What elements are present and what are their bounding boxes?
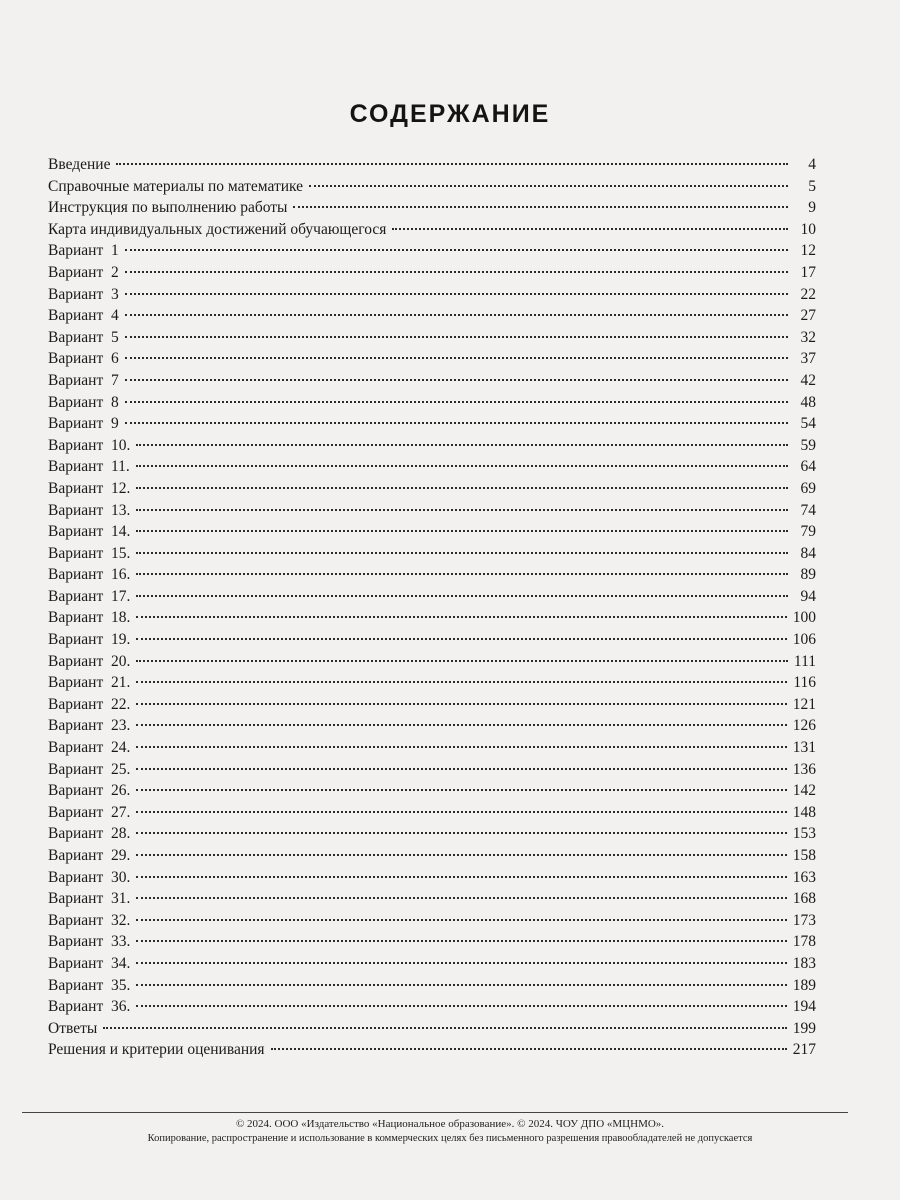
toc-entry [48, 545, 816, 567]
toc-entry [48, 1020, 816, 1042]
toc-entry-label: Вариант 10. [48, 436, 131, 454]
toc-entry-page: 111 [793, 652, 816, 670]
toc-entry-page: 199 [792, 1019, 816, 1037]
toc-entry-label: Введение [48, 156, 111, 173]
toc-entry-label: Ответы [48, 1019, 98, 1037]
toc-entry-label: Вариант 17. [48, 587, 131, 605]
toc-entry-page: 163 [792, 868, 816, 886]
toc-entry-page: 9 [808, 199, 816, 217]
toc-entry-label: Вариант 9 [48, 415, 119, 433]
toc-dot-leader [136, 811, 786, 813]
toc-dot-leader [136, 465, 788, 467]
toc-entry-page: 5 [808, 177, 816, 195]
toc-dot-leader [125, 357, 788, 359]
toc-entry-page: 131 [792, 739, 816, 757]
toc-entry-page: 217 [792, 1041, 816, 1059]
toc-dot-leader [136, 444, 788, 446]
toc-dot-leader [309, 185, 788, 187]
toc-dot-leader [125, 336, 788, 338]
toc-dot-leader [136, 660, 788, 662]
toc-entry-label: Вариант 12. [48, 479, 131, 497]
toc-entry-label: Вариант 35. [48, 976, 131, 994]
toc-entry-page: 48 [800, 393, 816, 411]
toc-entry [48, 869, 816, 891]
toc-entry [48, 717, 816, 739]
toc-entry-label: Вариант 32. [48, 911, 131, 929]
toc-dot-leader [136, 789, 786, 791]
toc-entry-page: 94 [800, 587, 816, 605]
toc-entry-label: Вариант 4 [48, 307, 119, 325]
toc-entry-label: Вариант 20. [48, 652, 131, 670]
toc-entry-label: Вариант 1 [48, 242, 119, 260]
toc-dot-leader [136, 940, 786, 942]
toc-entry-page: 74 [800, 501, 816, 519]
toc-dot-leader [125, 379, 788, 381]
toc-dot-leader [136, 724, 786, 726]
toc-entry-page: 4 [808, 156, 816, 173]
toc-entry-page: 189 [792, 976, 816, 994]
toc-entry [48, 566, 816, 588]
toc-entry-page: 42 [800, 371, 816, 389]
toc-dot-leader [136, 703, 786, 705]
toc-entry-page: 106 [792, 631, 816, 649]
toc-entry-page: 10 [800, 220, 816, 238]
toc-entry-label: Карта индивидуальных достижений обучающегося [48, 220, 387, 238]
toc-entry-label: Вариант 19. [48, 631, 131, 649]
footer-divider [22, 1112, 848, 1113]
toc-dot-leader [103, 1027, 786, 1029]
toc-entry [48, 847, 816, 869]
toc-entry [48, 480, 816, 502]
toc-dot-leader [136, 984, 786, 986]
toc-entry-page: 173 [792, 911, 816, 929]
toc-entry [48, 782, 816, 804]
toc-entry-label: Вариант 16. [48, 566, 131, 584]
toc-entry-page: 64 [800, 458, 816, 476]
toc-entry [48, 458, 816, 480]
toc-dot-leader [136, 768, 786, 770]
toc-entry [48, 739, 816, 761]
toc-entry-page: 32 [800, 328, 816, 346]
toc-entry [48, 307, 816, 329]
toc-entry-label: Вариант 33. [48, 933, 131, 951]
toc-entry [48, 178, 816, 200]
toc-entry-page: 153 [792, 825, 816, 843]
toc-entry [48, 199, 816, 221]
toc-entry-page: 59 [800, 436, 816, 454]
toc-dot-leader [136, 962, 786, 964]
toc-entry [48, 1041, 816, 1063]
toc-dot-leader [136, 746, 786, 748]
toc-dot-leader [136, 919, 786, 921]
toc-entry [48, 372, 816, 394]
toc-entry-label: Вариант 14. [48, 523, 131, 541]
toc-entry [48, 329, 816, 351]
toc-entry [48, 523, 816, 545]
toc-dot-leader [125, 422, 788, 424]
toc-dot-leader [125, 293, 788, 295]
toc-entry-label: Инструкция по выполнению работы [48, 199, 288, 217]
toc-dot-leader [136, 487, 788, 489]
toc-entry-label: Вариант 36. [48, 998, 131, 1016]
toc-entry-label: Вариант 31. [48, 890, 131, 908]
toc-entry-page: 22 [800, 285, 816, 303]
toc-dot-leader [136, 509, 788, 511]
toc-entry-label: Вариант 15. [48, 544, 131, 562]
toc-entry-label: Вариант 8 [48, 393, 119, 411]
toc-entry-page: 183 [792, 954, 816, 972]
footer-notice: Копирование, распространение и использование в коммерческих целях без письменного разрешения правообладателей не допускается [147, 1133, 753, 1144]
toc-dot-leader [125, 314, 788, 316]
toc-entry-label: Вариант 27. [48, 803, 131, 821]
toc-entry-label: Вариант 13. [48, 501, 131, 519]
toc-entry [48, 761, 816, 783]
toc-entry [48, 609, 816, 631]
toc-entry [48, 221, 816, 243]
toc-entry [48, 415, 816, 437]
toc-entry [48, 437, 816, 459]
toc-entry [48, 696, 816, 718]
toc-dot-leader [136, 616, 786, 618]
toc-entry [48, 955, 816, 977]
toc-dot-leader [116, 163, 788, 165]
toc-entry-page: 84 [800, 544, 816, 562]
toc-entry [48, 286, 816, 308]
toc-entry [48, 350, 816, 372]
toc-dot-leader [125, 271, 788, 273]
toc-entry [48, 912, 816, 934]
toc-entry-page: 158 [792, 847, 816, 864]
toc-entry [48, 588, 816, 610]
toc-entry-page: 89 [800, 566, 816, 584]
toc-entry [48, 631, 816, 653]
toc-entry-page: 178 [792, 933, 816, 951]
toc-entry-label: Вариант 22. [48, 695, 131, 713]
table-of-contents [48, 156, 816, 1063]
toc-dot-leader [125, 249, 788, 251]
toc-entry-label: Вариант 29. [48, 847, 131, 864]
toc-entry-label: Вариант 34. [48, 954, 131, 972]
toc-dot-leader [136, 876, 786, 878]
toc-entry-label: Вариант 26. [48, 782, 131, 800]
toc-entry-page: 142 [792, 782, 816, 800]
toc-entry-page: 17 [800, 263, 816, 281]
toc-dot-leader [136, 530, 788, 532]
toc-entry-label: Справочные материалы по математике [48, 177, 304, 195]
toc-entry [48, 264, 816, 286]
toc-entry-page: 37 [800, 350, 816, 368]
toc-entry-page: 148 [792, 803, 816, 821]
toc-entry-label: Вариант 25. [48, 760, 131, 778]
toc-entry-label: Вариант 7 [48, 371, 119, 389]
toc-entry-label: Вариант 24. [48, 739, 131, 757]
toc-entry [48, 890, 816, 912]
toc-entry-page: 136 [792, 760, 816, 778]
toc-entry [48, 242, 816, 264]
toc-entry-page: 126 [792, 717, 816, 735]
toc-entry [48, 394, 816, 416]
page-title: СОДЕРЖАНИЕ [349, 100, 551, 128]
toc-dot-leader [136, 832, 786, 834]
toc-dot-leader [136, 595, 788, 597]
toc-entry-page: 194 [792, 998, 816, 1016]
toc-dot-leader [392, 228, 788, 230]
toc-entry-label: Вариант 28. [48, 825, 131, 843]
toc-entry [48, 977, 816, 999]
toc-entry-page: 79 [800, 523, 816, 541]
toc-entry [48, 804, 816, 826]
toc-dot-leader [136, 1005, 786, 1007]
toc-entry-page: 116 [793, 674, 816, 692]
toc-entry-page: 69 [800, 479, 816, 497]
toc-entry-page: 54 [800, 415, 816, 433]
toc-dot-leader [271, 1048, 787, 1050]
footer-copyright: © 2024. ООО «Издательство «Национальное образование». © 2024. ЧОУ ДПО «МЦНМО». [235, 1118, 665, 1130]
toc-dot-leader [136, 897, 786, 899]
toc-entry [48, 933, 816, 955]
toc-entry-page: 121 [792, 695, 816, 713]
toc-dot-leader [136, 681, 787, 683]
toc-entry-label: Вариант 5 [48, 328, 119, 346]
toc-entry-label: Вариант 18. [48, 609, 131, 627]
toc-entry-label: Вариант 2 [48, 263, 119, 281]
toc-dot-leader [136, 552, 788, 554]
toc-dot-leader [293, 206, 788, 208]
toc-entry [48, 653, 816, 675]
toc-entry [48, 502, 816, 524]
toc-entry-label: Вариант 30. [48, 868, 131, 886]
toc-dot-leader [136, 573, 788, 575]
toc-entry [48, 825, 816, 847]
toc-entry [48, 998, 816, 1020]
toc-dot-leader [136, 638, 786, 640]
toc-entry [48, 674, 816, 696]
toc-entry-label: Вариант 11. [48, 458, 130, 476]
toc-entry-page: 12 [800, 242, 816, 260]
toc-entry [48, 156, 816, 178]
toc-entry-page: 27 [800, 307, 816, 325]
toc-entry-label: Решения и критерии оценивания [48, 1041, 265, 1059]
toc-entry-label: Вариант 21. [48, 674, 131, 692]
toc-dot-leader [136, 854, 786, 856]
toc-entry-label: Вариант 6 [48, 350, 119, 368]
toc-entry-label: Вариант 3 [48, 285, 119, 303]
toc-dot-leader [125, 401, 788, 403]
toc-entry-page: 100 [792, 609, 816, 627]
toc-entry-label: Вариант 23. [48, 717, 131, 735]
toc-entry-page: 168 [792, 890, 816, 908]
